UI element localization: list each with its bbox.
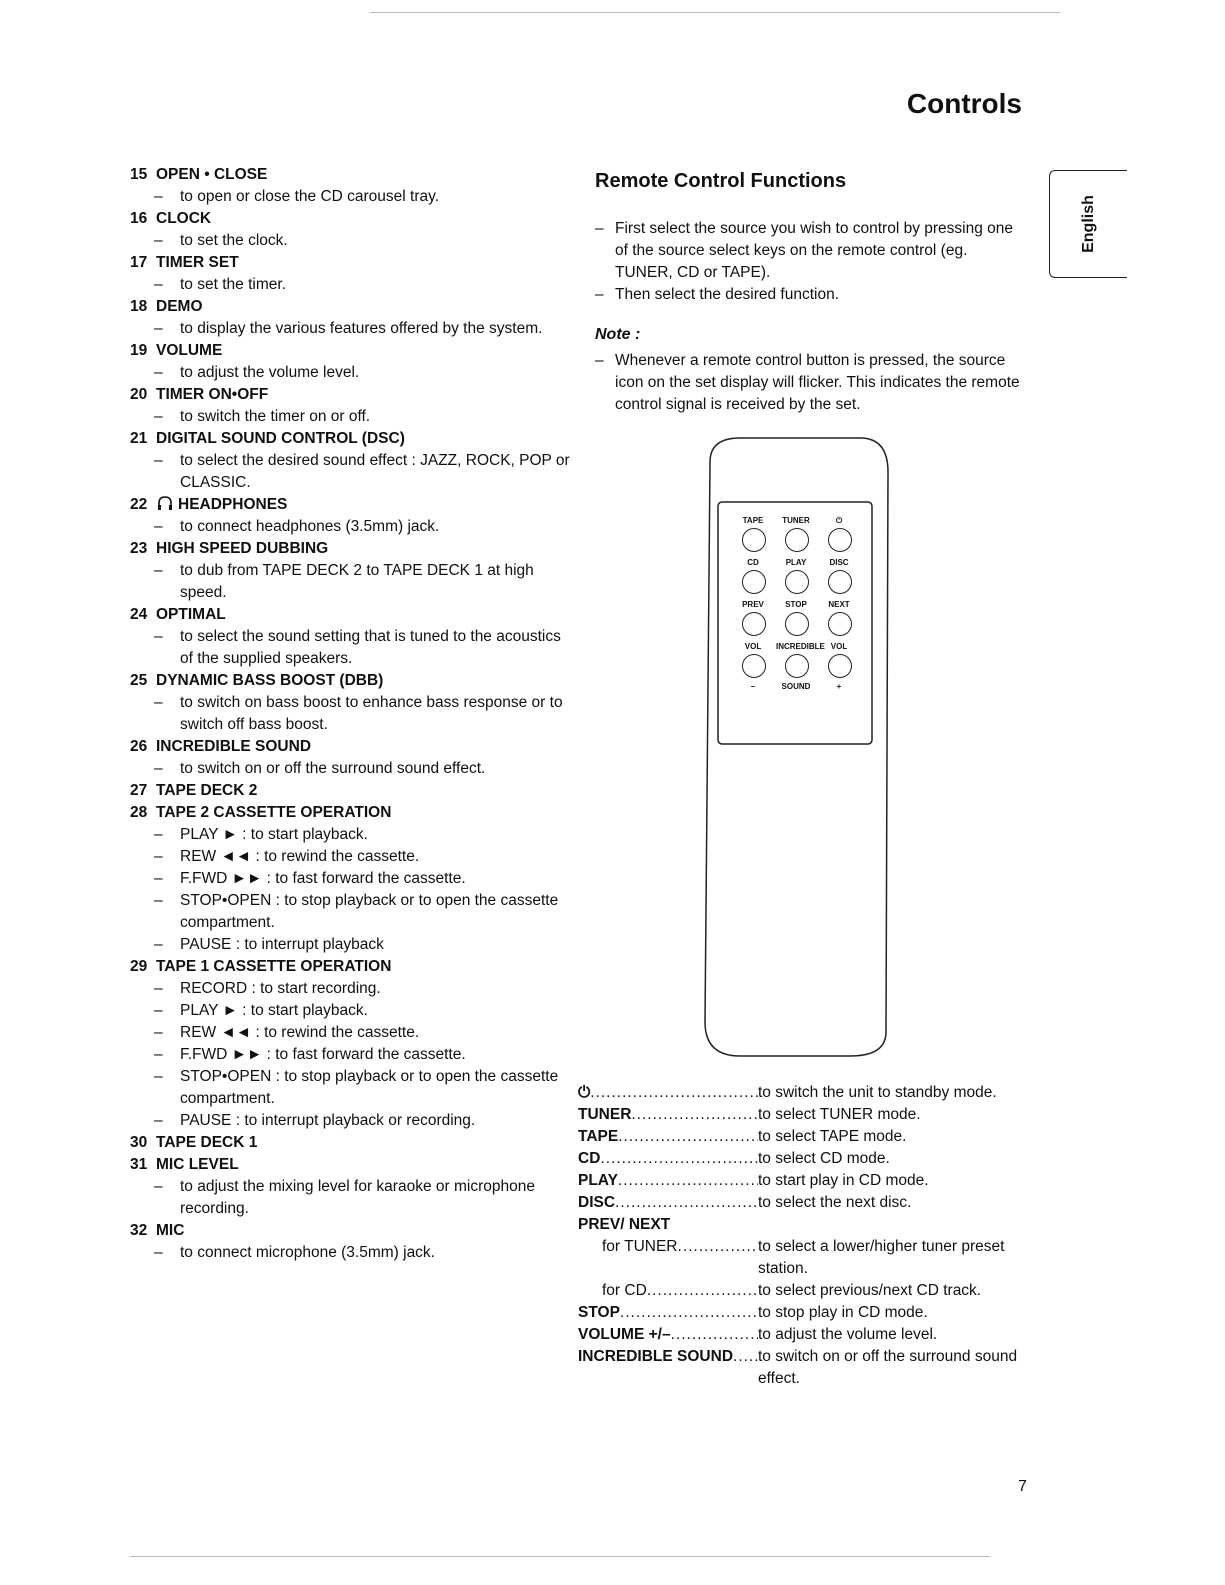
leader-dots [590, 1082, 758, 1104]
control-number: 20 [130, 386, 148, 403]
headphones-icon [156, 495, 174, 511]
control-description: – F.FWD ►► : to fast forward the cassette. [130, 868, 570, 890]
remote-button-label: NEXT [828, 600, 850, 609]
control-item [130, 164, 570, 208]
control-description: – PLAY ► : to start playback. [130, 824, 570, 846]
control-number: 27 [130, 782, 148, 799]
function-row [578, 1126, 1018, 1148]
control-description: – to switch on or off the surround sound effect. [130, 758, 570, 780]
function-description: to select TAPE mode. [758, 1128, 907, 1145]
control-description: – to dub from TAPE DECK 2 to TAPE DECK 1 at high speed. [130, 560, 570, 604]
function-key-label: ⏻ [578, 1084, 591, 1101]
control-description: – to connect headphones (3.5mm) jack. [130, 516, 570, 538]
function-row [578, 1324, 1018, 1346]
remote-button-label: PREV [742, 600, 764, 609]
remote-control-illustration [700, 432, 895, 1060]
control-number: 24 [130, 606, 148, 623]
function-description: to switch on or off the surround sound effect. [758, 1348, 1018, 1387]
remote-intro [595, 218, 1025, 306]
control-title: TAPE DECK 2 [156, 782, 258, 799]
remote-button-label: ⏻ [835, 516, 843, 525]
leader-dots [600, 1148, 758, 1170]
function-description: to stop play in CD mode. [758, 1304, 928, 1321]
control-title: INCREDIBLE SOUND [156, 738, 312, 755]
control-number: 28 [130, 804, 148, 821]
function-row [578, 1148, 1018, 1170]
control-description: – to set the timer. [130, 274, 570, 296]
remote-button[interactable] [785, 528, 809, 552]
control-item [130, 670, 570, 736]
control-item-heading [130, 494, 570, 516]
control-title: OPEN • CLOSE [156, 166, 268, 183]
leader-dots [618, 1170, 758, 1192]
note-text: – Whenever a remote control button is pressed, the source icon on the set display will flicker. This indicates the remote control signal is received by the set. [595, 350, 1025, 416]
control-title: DEMO [156, 298, 203, 315]
control-description: – to open or close the CD carousel tray. [130, 186, 570, 208]
function-key [578, 1192, 758, 1214]
function-key-label: STOP [578, 1304, 620, 1321]
function-key [578, 1126, 758, 1148]
control-item [130, 1132, 570, 1154]
control-title: MIC LEVEL [156, 1156, 239, 1173]
control-title: OPTIMAL [156, 606, 226, 623]
function-key [578, 1236, 758, 1280]
control-description: – STOP•OPEN : to stop playback or to open the cassette compartment. [130, 1066, 570, 1110]
language-tab [1049, 170, 1127, 278]
function-key-label: for TUNER [602, 1238, 678, 1255]
control-item [130, 208, 570, 252]
control-number: 32 [130, 1222, 148, 1239]
function-row [578, 1192, 1018, 1214]
remote-button[interactable] [785, 612, 809, 636]
remote-button[interactable] [742, 654, 766, 678]
remote-button-label: STOP [785, 600, 807, 609]
control-description: – REW ◄◄ : to rewind the cassette. [130, 1022, 570, 1044]
control-item [130, 736, 570, 780]
control-number: 21 [130, 430, 148, 447]
control-number: 17 [130, 254, 148, 271]
control-item-heading [130, 164, 570, 186]
control-description: – PAUSE : to interrupt playback [130, 934, 570, 956]
control-item [130, 384, 570, 428]
function-row [578, 1082, 1018, 1104]
leader-dots [620, 1302, 758, 1324]
control-item [130, 340, 570, 384]
control-title: TAPE 2 CASSETTE OPERATION [156, 804, 392, 821]
control-description: – STOP•OPEN : to stop playback or to open the cassette compartment. [130, 890, 570, 934]
function-description: to start play in CD mode. [758, 1172, 929, 1189]
control-description: – to connect microphone (3.5mm) jack. [130, 1242, 570, 1264]
control-item-heading [130, 252, 570, 274]
function-key-label: PREV/ NEXT [578, 1216, 671, 1233]
control-title: VOLUME [156, 342, 223, 359]
control-description: – to select the sound setting that is tuned to the acoustics of the supplied speakers. [130, 626, 570, 670]
control-description: – RECORD : to start recording. [130, 978, 570, 1000]
control-item [130, 494, 570, 538]
control-title: TAPE DECK 1 [156, 1134, 258, 1151]
control-title: HEADPHONES [178, 496, 288, 513]
remote-button-label: TAPE [742, 516, 764, 525]
remote-section-title: Remote Control Functions [595, 170, 847, 192]
remote-button-label: VOL [744, 642, 762, 651]
control-item [130, 252, 570, 296]
control-description: – F.FWD ►► : to fast forward the cassette. [130, 1044, 570, 1066]
function-key [578, 1082, 758, 1104]
leader-dots [615, 1192, 758, 1214]
control-item-heading [130, 340, 570, 362]
remote-button-label: PLAY [785, 558, 807, 567]
remote-button[interactable] [742, 612, 766, 636]
remote-button-label: DISC [829, 558, 849, 567]
remote-button[interactable] [742, 528, 766, 552]
remote-button-label: INCREDIBLE [776, 642, 825, 651]
function-key [578, 1148, 758, 1170]
remote-button[interactable] [828, 612, 852, 636]
control-item-heading [130, 604, 570, 626]
control-number: 29 [130, 958, 148, 975]
remote-button[interactable] [828, 528, 852, 552]
control-title: HIGH SPEED DUBBING [156, 540, 329, 557]
function-row [578, 1346, 1018, 1390]
control-item-heading [130, 802, 570, 824]
leader-dots [618, 1126, 758, 1148]
control-item-heading [130, 736, 570, 758]
note-label: Note : [595, 326, 641, 343]
remote-button[interactable] [828, 570, 852, 594]
control-item-heading [130, 956, 570, 978]
control-number: 23 [130, 540, 148, 557]
function-key [578, 1170, 758, 1192]
control-item-heading [130, 384, 570, 406]
remote-button-label: SOUND [781, 682, 811, 691]
language-tab-label: English [1079, 195, 1097, 253]
control-item-heading [130, 538, 570, 560]
function-key-label: TAPE [578, 1128, 619, 1145]
remote-button-label: + [836, 682, 842, 691]
function-row [578, 1104, 1018, 1126]
control-item-heading [130, 208, 570, 230]
function-key-label: PLAY [578, 1172, 618, 1189]
function-description: to select a lower/higher tuner preset station. [758, 1238, 1005, 1277]
leader-dots [631, 1104, 758, 1126]
control-description: – PLAY ► : to start playback. [130, 1000, 570, 1022]
remote-outline [700, 432, 895, 1060]
control-item [130, 1220, 570, 1264]
function-key [578, 1324, 758, 1346]
function-description: to adjust the volume level. [758, 1326, 938, 1343]
control-description: – PAUSE : to interrupt playback or recording. [130, 1110, 570, 1132]
function-description: to select the next disc. [758, 1194, 912, 1211]
control-number: 15 [130, 166, 148, 183]
function-row [578, 1280, 1018, 1302]
scan-artifact [130, 1556, 990, 1557]
function-key [578, 1104, 758, 1126]
control-item [130, 956, 570, 1132]
control-number: 22 [130, 496, 148, 513]
control-description: – to adjust the volume level. [130, 362, 570, 384]
control-item [130, 780, 570, 802]
leader-dots [733, 1346, 758, 1390]
remote-button[interactable] [785, 654, 809, 678]
leader-dots [678, 1236, 758, 1280]
function-description: to select TUNER mode. [758, 1106, 921, 1123]
control-number: 26 [130, 738, 148, 755]
control-number: 31 [130, 1156, 148, 1173]
controls-list [130, 164, 570, 1264]
function-description: to select previous/next CD track. [758, 1282, 982, 1299]
function-key [578, 1280, 758, 1302]
control-description: – to display the various features offered by the system. [130, 318, 570, 340]
control-item-heading [130, 780, 570, 802]
control-item-heading [130, 1220, 570, 1242]
control-item [130, 428, 570, 494]
control-number: 18 [130, 298, 148, 315]
control-item-heading [130, 296, 570, 318]
control-number: 16 [130, 210, 148, 227]
leader-dots [647, 1280, 758, 1302]
page-number: 7 [1018, 1478, 1027, 1495]
control-title: DIGITAL SOUND CONTROL (DSC) [156, 430, 405, 447]
control-title: MIC [156, 1222, 185, 1239]
function-key [578, 1302, 758, 1324]
function-key-label: TUNER [578, 1106, 632, 1123]
intro-bullet: – First select the source you wish to control by pressing one of the source select keys on the remote control (eg. TUNER, CD or TAPE). [595, 218, 1025, 284]
remote-button-label: CD [747, 558, 759, 567]
remote-button[interactable] [785, 570, 809, 594]
control-description: – to switch on bass boost to enhance bass response or to switch off bass boost. [130, 692, 570, 736]
control-number: 19 [130, 342, 148, 359]
control-title: TIMER SET [156, 254, 239, 271]
control-item [130, 1154, 570, 1220]
control-description: – to adjust the mixing level for karaoke or microphone recording. [130, 1176, 570, 1220]
function-list [578, 1082, 1018, 1390]
control-title: CLOCK [156, 210, 212, 227]
control-item [130, 296, 570, 340]
leader-dots [671, 1324, 758, 1346]
control-item [130, 604, 570, 670]
control-item [130, 802, 570, 956]
function-description: to select CD mode. [758, 1150, 890, 1167]
remote-button[interactable] [828, 654, 852, 678]
function-key-label: CD [578, 1150, 601, 1167]
control-number: 25 [130, 672, 148, 689]
function-key-label: for CD [602, 1282, 647, 1299]
remote-button[interactable] [742, 570, 766, 594]
page-title: Controls [906, 88, 1022, 119]
control-title: TIMER ON•OFF [156, 386, 269, 403]
control-title: TAPE 1 CASSETTE OPERATION [156, 958, 392, 975]
function-description [670, 1214, 1018, 1236]
remote-button-label: TUNER [782, 516, 810, 525]
control-item-heading [130, 670, 570, 692]
function-key [578, 1214, 670, 1236]
function-key-label: DISC [578, 1194, 616, 1211]
control-item [130, 538, 570, 604]
remote-button-label: VOL [830, 642, 848, 651]
function-row [578, 1236, 1018, 1280]
function-row [578, 1214, 1018, 1236]
function-row [578, 1302, 1018, 1324]
control-description: – to switch the timer on or off. [130, 406, 570, 428]
intro-bullet: – Then select the desired function. [595, 284, 1025, 306]
control-description: – REW ◄◄ : to rewind the cassette. [130, 846, 570, 868]
control-number: 30 [130, 1134, 148, 1151]
function-key [578, 1346, 758, 1390]
remote-button-label: – [750, 682, 756, 691]
function-description: to switch the unit to standby mode. [758, 1084, 997, 1101]
function-key-label: VOLUME +/– [578, 1326, 671, 1343]
control-description: – to select the desired sound effect : JAZZ, ROCK, POP or CLASSIC. [130, 450, 570, 494]
control-description: – to set the clock. [130, 230, 570, 252]
control-item-heading [130, 428, 570, 450]
function-key-label: INCREDIBLE SOUND [578, 1348, 734, 1365]
note [595, 350, 1025, 416]
control-title: DYNAMIC BASS BOOST (DBB) [156, 672, 384, 689]
control-item-heading [130, 1154, 570, 1176]
scan-artifact [370, 12, 1060, 13]
function-row [578, 1170, 1018, 1192]
control-item-heading [130, 1132, 570, 1154]
